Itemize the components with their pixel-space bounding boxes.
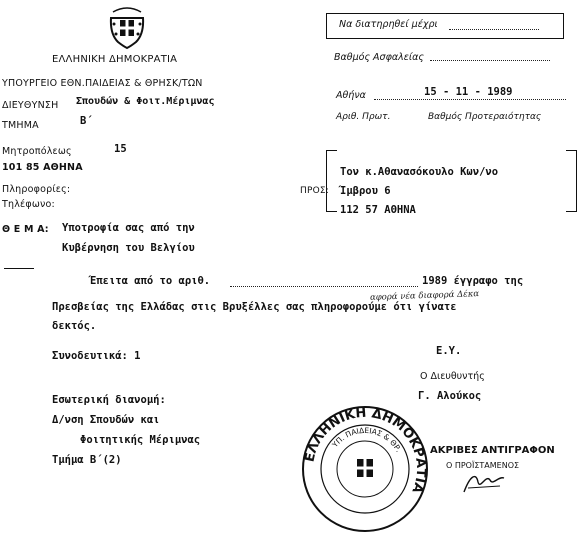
body-line1-start: Έπειτα από το αριθ. — [90, 275, 211, 287]
directorate-label: ΔΙΕΥΘΥΝΣΗ — [2, 100, 59, 111]
certified-role: Ο ΠΡΟΪΣΤΑΜΕΝΟΣ — [446, 461, 520, 470]
priority-label: Βαθμός Προτεραιότητας — [428, 112, 542, 122]
ministry-heading: ΥΠΟΥΡΓΕΙΟ ΕΘΝ.ΠΑΙΔΕΙΑΣ & ΘΡΗΣΚ/ΤΩΝ — [2, 78, 203, 89]
stamp-outer-text: ΕΛΛΗΝΙΚΗ ΔΗΜΟΚΡΑΤΙΑ — [302, 405, 429, 496]
greek-emblem-icon — [108, 6, 146, 50]
directorate-value: Σπουδών & Φοιτ.Μέριμνας — [76, 96, 215, 107]
street-label: Μητροπόλεως — [2, 146, 72, 157]
director-name: Γ. Αλούκος — [418, 390, 482, 402]
subject-line2: Κυβέρνηση του Βελγίου — [62, 242, 195, 254]
street-number: 15 — [114, 143, 127, 155]
recipient-bracket-left — [326, 150, 337, 212]
department-value: Β΄ — [80, 115, 93, 127]
signature-abbr: Ε.Υ. — [436, 345, 462, 357]
document-date: 15 - 11 - 1989 — [424, 86, 513, 98]
retain-until-label: Να διατηρηθεί μέχρι — [339, 19, 438, 30]
stamp-inner-text: ΥΠ. ΠΑΙΔΕΙΑΣ & ΘΡ. — [330, 425, 404, 454]
distribution-line3: Τμήμα Β΄(2) — [52, 454, 122, 466]
director-title: Ο Διευθυντής — [420, 371, 485, 382]
republic-heading: ΕΛΛΗΝΙΚΗ ΔΗΜΟΚΡΑΤΙΑ — [52, 54, 178, 65]
handwritten-note: αφορά νέα διαφορά Δέκα — [369, 289, 480, 303]
protocol-label: Αριθ. Πρωτ. — [336, 112, 391, 122]
certified-copy: ΑΚΡΙΒΕΣ ΑΝΤΙΓΡΑΦΟΝ — [430, 445, 555, 456]
info-label: Πληροφορίες: — [2, 184, 71, 195]
subject-divider — [4, 268, 34, 269]
department-label: ΤΜΗΜΑ — [2, 120, 39, 131]
enclosures: Συνοδευτικά: 1 — [52, 350, 141, 362]
official-stamp — [300, 404, 430, 534]
subject-line1: Υποτροφία σας από την — [62, 222, 195, 234]
handwritten-signature — [460, 468, 510, 498]
distribution-line1: Δ/νση Σπουδών και — [52, 414, 160, 426]
body-line3: δεκτός. — [52, 320, 97, 332]
recipient-street: Ίμβρου 6 — [340, 185, 391, 197]
distribution-line2: Φοιτητικής Μέριμνας — [80, 434, 201, 446]
phone-label: Τηλέφωνο: — [2, 199, 55, 210]
distribution-title: Εσωτερική διανομή: — [52, 394, 166, 406]
body-line2: Πρεσβείας της Ελλάδας στις Βρυξέλλες σας πληροφορούμε ότι γίνατε — [52, 301, 457, 313]
recipient-name: Τον κ.Αθανασόκουλο Κων/νο — [340, 166, 499, 178]
recipient-bracket-right — [566, 150, 577, 212]
to-label: ΠΡΟΣ: — [300, 186, 329, 196]
city-label: Αθήνα — [336, 90, 366, 101]
retain-box — [326, 13, 564, 39]
body-line1-end: 1989 έγγραφο της — [422, 275, 524, 287]
subject-label: Θ Ε Μ Α: — [2, 224, 49, 235]
postal-address: 101 85 ΑΘΗΝΑ — [2, 162, 83, 173]
security-grade-label: Βαθμός Ασφαλείας — [334, 52, 424, 63]
recipient-city: 112 57 ΑΘΗΝΑ — [340, 204, 416, 216]
